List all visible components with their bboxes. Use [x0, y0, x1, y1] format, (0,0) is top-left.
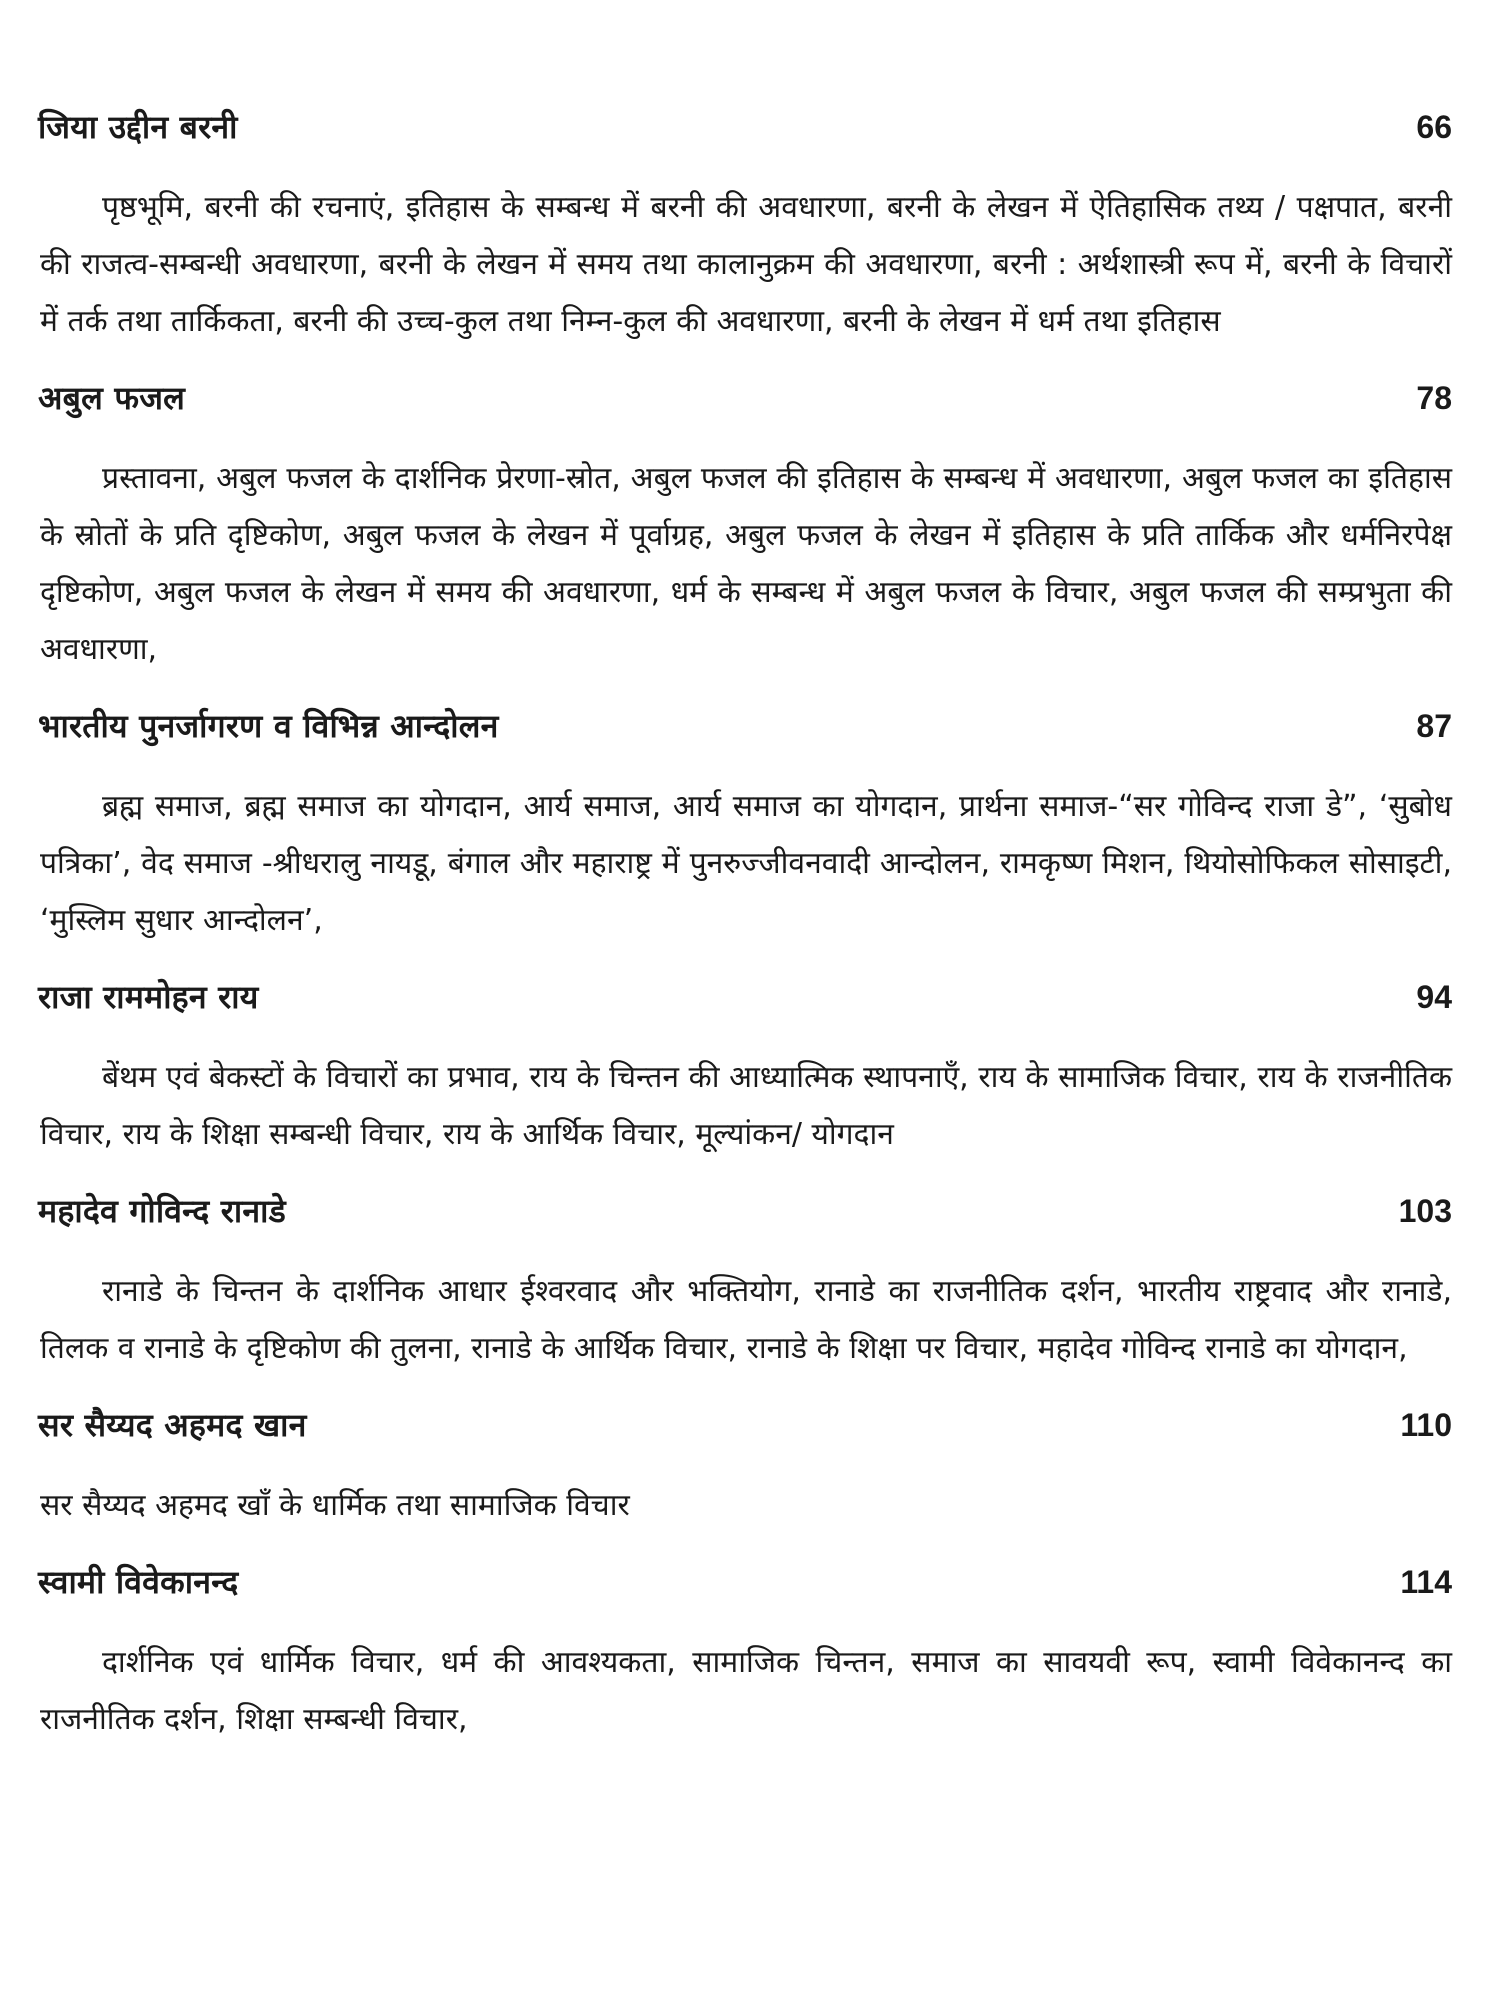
- toc-entry-barani: [38, 105, 1458, 350]
- chapter-title: जिया उद्दीन बरनी: [38, 108, 238, 146]
- page-number: 114: [1400, 1564, 1452, 1600]
- chapter-title: राजा राममोहन राय: [38, 978, 259, 1016]
- page-number: 87: [1416, 708, 1452, 744]
- chapter-topics: रानाडे के चिन्तन के दार्शनिक आधार ईश्वरवाद और भक्तियोग, रानाडे का राजनीतिक दर्शन, भारतीय राष्ट्रवाद और रानाडे, तिलक व रानाडे के दृष्टिकोण की तुलना, रानाडे के आर्थिक विचार, रानाडे के शिक्षा पर विचार, महादेव गोविन्द रानाडे का योगदान,: [40, 1274, 1452, 1366]
- table-of-contents: [38, 105, 1458, 1774]
- page-number: 78: [1416, 380, 1452, 416]
- toc-entry-heading: [38, 975, 1458, 1035]
- page-number: 103: [1398, 1193, 1452, 1229]
- toc-entry-heading: [38, 1560, 1458, 1620]
- toc-entry-rammohan-roy: [38, 975, 1458, 1163]
- page-number: 66: [1416, 109, 1452, 145]
- chapter-title: स्वामी विवेकानन्द: [38, 1563, 239, 1601]
- page-number: 110: [1400, 1407, 1452, 1443]
- toc-entry-heading: [38, 376, 1458, 436]
- chapter-topics: पृष्ठभूमि, बरनी की रचनाएं, इतिहास के सम्बन्ध में बरनी की अवधारणा, बरनी के लेखन में ऐतिहासिक तथ्य / पक्षपात, बरनी की राजत्व-सम्बन्धी अवधारणा, बरनी के लेखन में समय तथा कालानुक्रम की अवधारणा, बरनी : अर्थशास्त्री रूप में, बरनी के विचारों में तर्क तथा तार्किकता, बरनी की उच्च-कुल तथा निम्न-कुल की अवधारणा, बरनी के लेखन में धर्म तथा इतिहास: [40, 190, 1452, 339]
- chapter-topics: प्रस्तावना, अबुल फजल के दार्शनिक प्रेरणा-स्रोत, अबुल फजल की इतिहास के सम्बन्ध में अवधारणा, अबुल फजल का इतिहास के स्रोतों के प्रति दृष्टिकोण, अबुल फजल के लेखन में पूर्वाग्रह, अबुल फजल के लेखन में इतिहास के प्रति तार्किक और धर्मनिरपेक्ष दृष्टिकोण, अबुल फजल के लेखन में समय की अवधारणा, धर्म के सम्बन्ध में अबुल फजल के विचार, अबुल फजल की सम्प्रभुता की अवधारणा,: [40, 461, 1452, 667]
- chapter-topics: ब्रह्म समाज, ब्रह्म समाज का योगदान, आर्य समाज, आर्य समाज का योगदान, प्रार्थना समाज-“सर गोविन्द राजा डे”, ‘सुबोध पत्रिका’, वेद समाज -श्रीधरालु नायडू, बंगाल और महाराष्ट्र में पुनरुज्जीवनवादी आन्दोलन, रामकृष्ण मिशन, थियोसोफिकल सोसाइटी, ‘मुस्लिम सुधार आन्दोलन’,: [40, 789, 1452, 938]
- chapter-title: अबुल फजल: [38, 379, 186, 417]
- chapter-title: सर सैय्यद अहमद खान: [38, 1406, 307, 1444]
- toc-entry-heading: [38, 105, 1458, 165]
- toc-entry-abul-fazal: [38, 376, 1458, 678]
- toc-entry-heading: [38, 1189, 1458, 1249]
- toc-entry-heading: [38, 1403, 1458, 1463]
- page-number: 94: [1416, 979, 1452, 1015]
- toc-entry-syed-ahmad-khan: [38, 1403, 1458, 1534]
- chapter-topics: बेंथम एवं बेकस्टों के विचारों का प्रभाव, राय के चिन्तन की आध्यात्मिक स्थापनाएँ, राय के सामाजिक विचार, राय के राजनीतिक विचार, राय के शिक्षा सम्बन्धी विचार, राय के आर्थिक विचार, मूल्यांकन/ योगदान: [40, 1060, 1452, 1152]
- toc-entry-heading: [38, 704, 1458, 764]
- toc-entry-indian-renaissance: [38, 704, 1458, 949]
- toc-entry-vivekananda: [38, 1560, 1458, 1748]
- toc-entry-ranade: [38, 1189, 1458, 1377]
- chapter-title: महादेव गोविन्द रानाडे: [38, 1192, 286, 1230]
- chapter-topics: सर सैय्यद अहमद खाँ के धार्मिक तथा सामाजिक विचार: [40, 1488, 630, 1523]
- chapter-title: भारतीय पुनर्जागरण व विभिन्न आन्दोलन: [38, 707, 499, 745]
- chapter-topics: दार्शनिक एवं धार्मिक विचार, धर्म की आवश्यकता, सामाजिक चिन्तन, समाज का सावयवी रूप, स्वामी विवेकानन्द का राजनीतिक दर्शन, शिक्षा सम्बन्धी विचार,: [40, 1645, 1452, 1737]
